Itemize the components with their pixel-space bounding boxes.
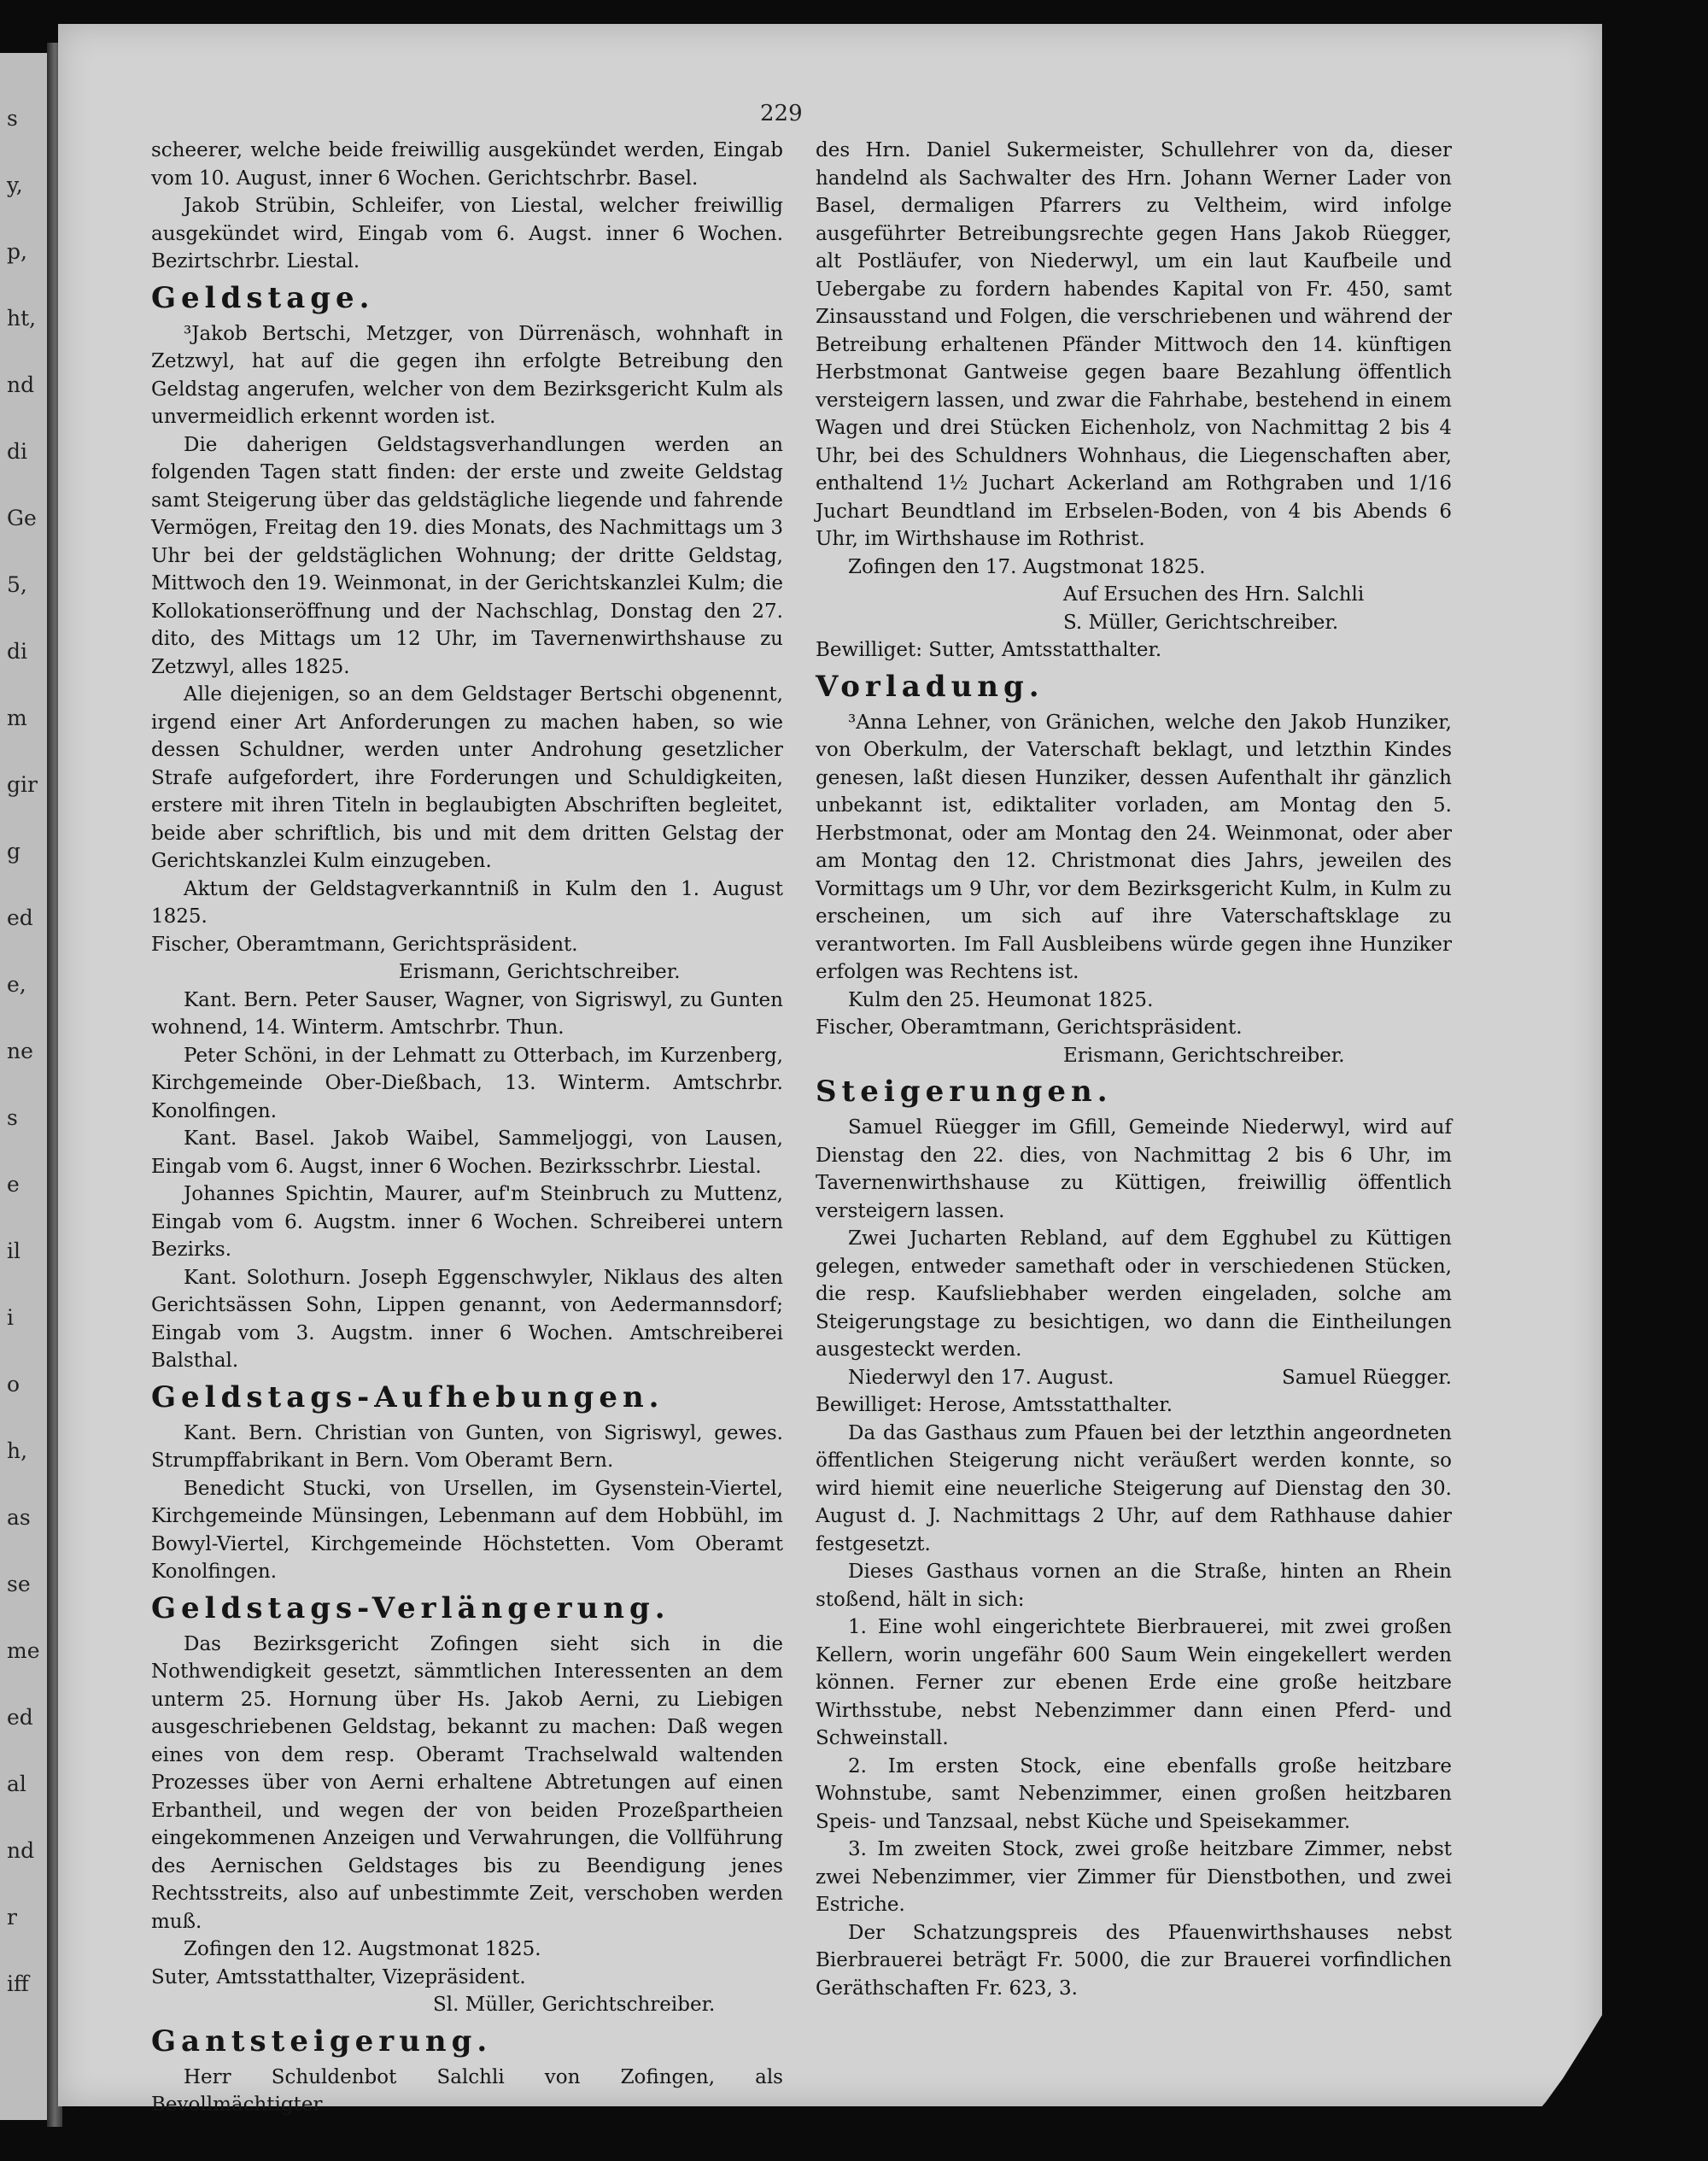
edge-text-fragment: s: [7, 106, 18, 131]
paragraph: Da das Gasthaus zum Pfauen bei der letzthin angeordneten öffentlichen Steigerung nicht veräußert werden konnte, so wird hiemit eine neuerliche Steigerung auf Dienstag den 30. August d. J. Nachmittags 2 Uhr, auf dem Rathhause dahier festgesetzt.: [816, 1421, 1452, 1555]
adjacent-page-edge: [0, 53, 53, 2120]
edge-text-fragment: al: [7, 1772, 26, 1796]
paragraph: 3. Im zweiten Stock, zwei große heitzbare Zimmer, nebst zwei Nebenzimmer, vier Zimmer für Dienstbothen, und zwei Estriche.: [816, 1838, 1452, 1916]
paragraph: Zwei Jucharten Rebland, auf dem Egghubel zu Küttigen gelegen, entweder samethaft oder in verschiedenen Stücken, die resp. Kaufsliebhaber werden eingeladen, solche am Steigerungstage zu besichtigen, wo dann die Eintheilungen ausgesteckt werden.: [816, 1227, 1452, 1361]
edge-text-fragment: iff: [7, 1971, 29, 1996]
edge-text-fragment: s: [7, 1105, 18, 1130]
edge-text-fragment: il: [7, 1239, 20, 1263]
edge-text-fragment: p,: [7, 239, 27, 264]
paragraph: Die daherigen Geldstagsverhandlungen werden an folgenden Tagen statt finden: der erste und zweite Geldstag samt Steigerung über das geldstägliche liegende und fahrende Vermögen, Freitag den 19. dies Monats, des Nachmittags um 3 Uhr bei der geldstäglichen Wohnung; der dritte Geldstag, Mittwoch den 19. Weinmonat, in der Gerichtskanzlei Kulm; die Kollokationseröffnung und der Nachschlag, Donstag den 27. dito, des Mittags um 12 Uhr, im Tavernenwirthshause zu Zetzwyl, alles 1825.: [151, 433, 783, 678]
paragraph: Dieses Gasthaus vornen an die Straße, hinten an Rhein stoßend, hält in sich:: [816, 1561, 1452, 1611]
edge-text-fragment: Ge: [7, 506, 37, 530]
section-heading-verlaengerung: Geldstags-Verlängerung.: [151, 1590, 670, 1625]
paragraph: Das Bezirksgericht Zofingen sieht sich in die Nothwendigkeit gesetzt, sämmtlichen Interessenten an dem unterm 25. Hornung über Hs. Jakob Aerni, zu Liebigen ausgeschriebenen Geldstag, bekannt zu machen: Daß wegen eines von dem resp. Oberamt Trachselwald waltenden Prozesses über von Aerni erhaltene Abtretungen auf einen Erbantheil, und wegen der von beiden Prozeßpartheien eingekommenen Anzeigen und Verwahrungen, die Vollführung des Aernischen Geldstages bis zu Beendigung jenes Rechtsstreits, also auf unbestimmte Zeit, verschoben werden muß.: [151, 1632, 783, 1933]
paragraph: 1. Eine wohl eingerichtete Bierbrauerei, mit zwei großen Kellern, worin ungefähr 600 Saum Wein eingekellert werden können. Ferner zur ebenen Erde eine große heitzbare Wirthsstube, nebst Nebenzimmer dann einen Pferd- und Schweinstall.: [816, 1616, 1452, 1749]
edge-text-fragment: di: [7, 639, 27, 664]
signature: S. Müller, Gerichtschreiber.: [1063, 611, 1339, 634]
right-column: [816, 137, 1452, 2002]
signature: Fischer, Oberamtmann, Gerichtspräsident.: [151, 933, 578, 956]
edge-text-fragment: e: [7, 1172, 20, 1197]
paragraph: Johannes Spichtin, Maurer, auf'm Steinbruch zu Muttenz, Eingab vom 6. Augstm. inner 6 Wochen. Schreiberei untern Bezirks.: [151, 1183, 783, 1261]
page-number: 229: [760, 101, 803, 126]
signature: Erismann, Gerichtschreiber.: [399, 961, 681, 983]
edge-text-fragment: nd: [7, 372, 35, 397]
paragraph: Jakob Strübin, Schleifer, von Liestal, welcher freiwillig ausgekündet wird, Eingab vom 6. Augst. inner 6 Wochen. Bezirtschrbr. Liestal.: [151, 195, 783, 272]
date-line: Aktum der Geldstagverkanntniß in Kulm den 1. August 1825.: [151, 877, 783, 928]
paragraph: des Hrn. Daniel Sukermeister, Schullehrer von da, dieser handelnd als Sachwalter des Hrn. Johann Werner Lader von Basel, dermaligen Pfarrers zu Veltheim, wird infolge ausgeführter Betreibungsrechte gegen Hans Jakob Rüegger, alt Postläufer, von Niederwyl, um ein laut Kaufbeile und Uebergabe zu fordern habendes Kapital von Fr. 450, samt Zinsausstand und Folgen, die verschriebenen und während der Betreibung erhaltenen Pfänder Mittwoch den 14. künftigen Herbstmonat Gantweise gegen baare Bezahlung öffentlich versteigern lassen, und zwar die Fahrhabe, bestehend in einem Wagen und drei Stücken Eichenholz, von Nachmittag 2 bis 4 Uhr, bei des Schuldners Wohnhaus, die Liegenschaften aber, enthaltend 1½ Juchart Ackerland am Rothgraben und 1/16 Juchart Beundtland im Erbselen-Boden, von 4 bis Abends 6 Uhr, im Wirthshause im Rothrist.: [816, 139, 1452, 550]
paragraph: Alle diejenigen, so an dem Geldstager Bertschi obgenennt, irgend einer Art Anforderungen zu machen haben, so wie dessen Schuldner, werden unter Androhung gesetzlicher Strafe aufgefordert, ihre Forderungen und Schuldigkeiten, erstere mit ihren Titeln in beglaubigten Abschriften begleitet, beide aber schriftlich, bis und mit dem dritten Gelstag der Gerichtskanzlei Kulm einzugeben.: [151, 683, 783, 872]
edge-text-fragment: me: [7, 1638, 40, 1663]
paragraph: Der Schatzungspreis des Pfauenwirthshauses nebst Bierbrauerei beträgt Fr. 5000, die zur Brauerei vorfindlichen Geräthschaften Fr. 623, 3.: [816, 1921, 1452, 2000]
edge-text-fragment: gir: [7, 772, 38, 797]
edge-text-fragment: nd: [7, 1838, 35, 1863]
edge-text-fragment: ed: [7, 905, 33, 930]
left-column: [151, 137, 783, 2119]
signature: Erismann, Gerichtschreiber.: [1063, 1044, 1345, 1067]
paragraph: scheerer, welche beide freiwillig ausgekündet werden, Eingab vom 10. August, inner 6 Wochen. Gerichtschrbr. Basel.: [151, 139, 783, 190]
paragraph: Kant. Basel. Jakob Waibel, Sammeljoggi, von Lausen, Eingab vom 6. Augst, inner 6 Wochen. Bezirksschrbr. Liestal.: [151, 1127, 783, 1178]
place-date: Niederwyl den 17. August.: [848, 1366, 1114, 1389]
paragraph: Peter Schöni, in der Lehmatt zu Otterbach, im Kurzenberg, Kirchgemeinde Ober-Dießbach, 13. Winterm. Amtschrbr. Konolfingen.: [151, 1044, 783, 1122]
section-heading-steigerungen: Steigerungen.: [816, 1075, 1113, 1109]
paragraph: Benedicht Stucki, von Ursellen, im Gysenstein-Viertel, Kirchgemeinde Münsingen, Lebenmann auf dem Hobbühl, im Bowyl-Viertel, Kirchgemeinde Höchstetten. Vom Oberamt Konolfingen.: [151, 1477, 783, 1583]
paragraph: ³Anna Lehner, von Gränichen, welche den Jakob Hunziker, von Oberkulm, der Vaterschaft beklagt, und letzthin Kindes genesen, laßt diesen Hunziker, dessen Aufenthalt ihr gänzlich unbekannt ist, ediktaliter vorladen, am Montag den 5. Herbstmonat, oder am Montag den 24. Weinmonat, oder aber am Montag den 12. Christmonat dies Jahrs, jeweilen des Vormittags um 9 Uhr, vor dem Bezirksgericht Kulm, in Kulm zu erscheinen, um sich auf ihre Vaterschaftsklage zu verantworten. Im Fall Ausbleibens würde gegen ihne Hunziker erfolgen was Rechtens ist.: [816, 711, 1452, 983]
paragraph: ³Jakob Bertschi, Metzger, von Dürrenäsch, wohnhaft in Zetzwyl, hat auf die gegen ihn erfolgte Betreibung den Geldstag angerufen, welcher von dem Bezirksgericht Kulm als unvermeidlich erkennt worden ist.: [151, 322, 783, 428]
date-line: Kulm den 25. Heumonat 1825.: [848, 988, 1154, 1011]
edge-text-fragment: 5,: [7, 572, 27, 597]
paragraph: Bewilliget: Sutter, Amtsstatthalter.: [816, 639, 1162, 661]
paragraph: Herr Schuldenbot Salchli von Zofingen, als Bevollmächtigter: [151, 2065, 783, 2116]
signature: Samuel Rüegger.: [1282, 1366, 1452, 1389]
paragraph: Bewilliget: Herose, Amtsstatthalter.: [816, 1394, 1173, 1416]
paragraph: Kant. Bern. Peter Sauser, Wagner, von Sigriswyl, zu Gunten wohnend, 14. Winterm. Amtschrbr. Thun.: [151, 988, 783, 1039]
section-heading-geldstage: Geldstage.: [151, 280, 375, 315]
section-heading-gantsteigerung: Gantsteigerung.: [151, 2023, 493, 2059]
paragraph: Kant. Solothurn. Joseph Eggenschwyler, Niklaus des alten Gerichtsässen Sohn, Lippen genannt, von Aedermannsdorf; Eingab vom 3. Augstm. inner 6 Wochen. Amtschreiberei Balsthal.: [151, 1266, 783, 1372]
edge-text-fragment: ed: [7, 1705, 33, 1730]
edge-text-fragment: e,: [7, 972, 26, 997]
edge-text-fragment: di: [7, 439, 27, 464]
paragraph: Kant. Bern. Christian von Gunten, von Sigriswyl, gewes. Strumpffabrikant in Bern. Vom Oberamt Bern.: [151, 1421, 783, 1472]
edge-text-fragment: g: [7, 839, 21, 864]
edge-text-fragment: h,: [7, 1438, 28, 1463]
signature: Suter, Amtsstatthalter, Vizepräsident.: [151, 1965, 526, 1988]
edge-text-fragment: se: [7, 1572, 31, 1596]
signature: Fischer, Oberamtmann, Gerichtspräsident.: [816, 1016, 1243, 1039]
paragraph: Samuel Rüegger im Gfill, Gemeinde Niederwyl, wird auf Dienstag den 22. dies, von Nachmittag 2 bis 6 Uhr, im Tavernenwirthshause zu Küttigen, freiwillig öffentlich versteigern lassen.: [816, 1116, 1452, 1222]
edge-text-fragment: as: [7, 1505, 31, 1530]
date-line: Zofingen den 17. Augstmonat 1825.: [848, 555, 1206, 578]
edge-text-fragment: m: [7, 706, 27, 730]
edge-text-fragment: ht,: [7, 306, 37, 331]
edge-text-fragment: y,: [7, 173, 23, 197]
date-line: Zofingen den 12. Augstmonat 1825.: [184, 1938, 541, 1960]
edge-text-fragment: i: [7, 1305, 14, 1330]
edge-text-fragment: ne: [7, 1039, 33, 1063]
section-heading-vorladung: Vorladung.: [816, 669, 1044, 704]
edge-text-fragment: o: [7, 1372, 20, 1397]
date-signature-line: [816, 1364, 1452, 1392]
section-heading-aufhebungen: Geldstags-Aufhebungen.: [151, 1379, 664, 1414]
paragraph: 2. Im ersten Stock, eine ebenfalls große heitzbare Wohnstube, samt Nebenzimmer, einen großen heitzbaren Speis- und Tanzsaal, nebst Küche und Speisekammer.: [816, 1754, 1452, 1833]
edge-text-fragment: r: [7, 1905, 17, 1930]
signature: Auf Ersuchen des Hrn. Salchli: [1063, 583, 1365, 606]
signature: Sl. Müller, Gerichtschreiber.: [433, 1994, 716, 2016]
